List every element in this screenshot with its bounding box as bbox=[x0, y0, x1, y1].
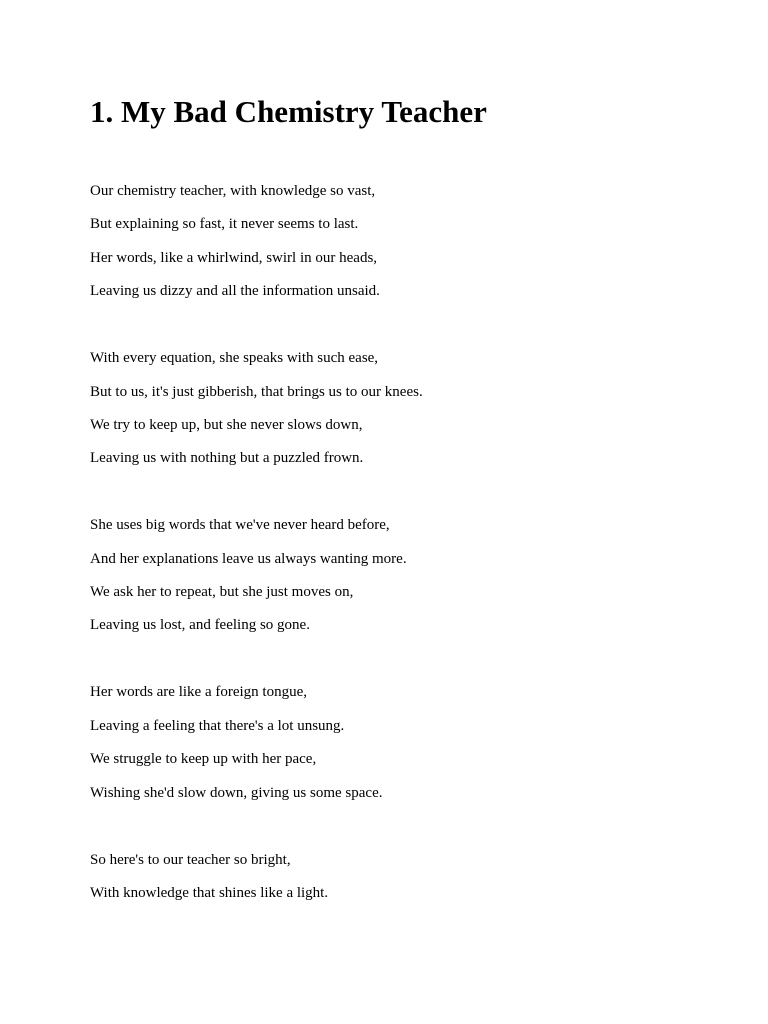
poem-line: We struggle to keep up with her pace, bbox=[90, 751, 317, 768]
poem-title: 1. My Bad Chemistry Teacher bbox=[90, 94, 487, 129]
poem-line: Leaving us with nothing but a puzzled frown. bbox=[90, 450, 364, 467]
poem-line: With knowledge that shines like a light. bbox=[90, 884, 329, 901]
poem-line: Leaving us dizzy and all the information unsaid. bbox=[90, 283, 380, 300]
poem-line: Our chemistry teacher, with knowledge so vast, bbox=[90, 183, 376, 199]
poem-line: Her words are like a foreign tongue, bbox=[90, 684, 308, 701]
poem-line: Her words, like a whirlwind, swirl in our heads, bbox=[90, 249, 378, 266]
stanza-1 bbox=[90, 175, 710, 309]
poem-line: She uses big words that we've never heard before, bbox=[90, 517, 390, 534]
poem-line: With every equation, she speaks with such ease, bbox=[90, 350, 379, 367]
poem-line: We try to keep up, but she never slows down, bbox=[90, 416, 363, 433]
stanza-3 bbox=[90, 509, 710, 643]
stanza-5 bbox=[90, 844, 710, 911]
poem-body bbox=[90, 175, 710, 944]
poem-line: But to us, it's just gibberish, that brings us to our knees. bbox=[90, 383, 423, 400]
poem-line: Leaving a feeling that there's a lot unsung. bbox=[90, 717, 345, 734]
poem-line: So here's to our teacher so bright, bbox=[90, 851, 291, 868]
poem-line: Leaving us lost, and feeling so gone. bbox=[90, 617, 310, 634]
poem-line: We ask her to repeat, but she just moves on, bbox=[90, 584, 354, 601]
stanza-4 bbox=[90, 676, 710, 810]
poem-line: Wishing she'd slow down, giving us some space. bbox=[90, 784, 383, 801]
stanza-2 bbox=[90, 342, 710, 476]
poem-line: And her explanations leave us always wanting more. bbox=[90, 550, 407, 567]
poem-line: But explaining so fast, it never seems to last. bbox=[90, 216, 359, 233]
